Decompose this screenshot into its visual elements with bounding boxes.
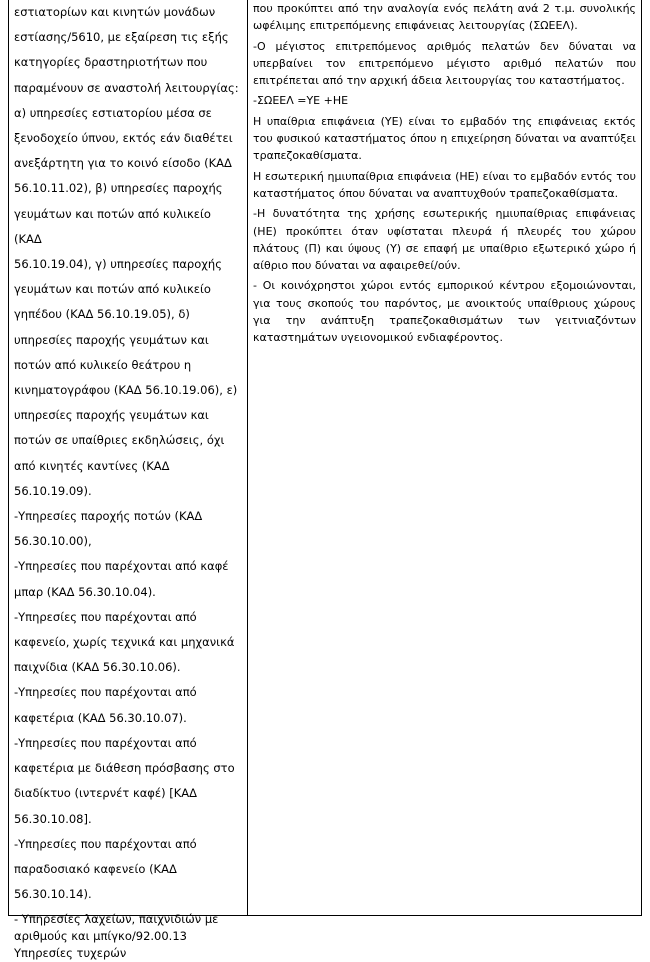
left-paragraph-cafeteria: -Υπηρεσίες που παρέχονται από καφετέρια (ΚΑΔ 56.30.10.07). <box>14 685 197 725</box>
right-paragraph-semi-outdoor-use: -Η δυνατότητα της χρήσης εσωτερικής ημιυπαίθριας επιφάνειας (ΗΕ) προκύπτει όταν υφίσταται πλευρά ή πλευρές του χώρου πλάτους (Π) και ύψους (Υ) σε επαφή με υπαίθριο εξωτερικό χώρο ή αίθριο που δύναται να αφαιρεθεί/ούν. <box>253 207 636 273</box>
right-paragraph-shopping-center: - Οι κοινόχρηστοι χώροι εντός εμπορικού κέντρου εξομοιώνονται, για τους σκοπούς του παρόντος, με ανοικτούς υπαίθριους χώρους για την ανάπτυξη τραπεζοκαθισμάτων των γειτνιαζόντων καταστημάτων υγειονομικού ενδιαφέροντος. <box>253 279 636 345</box>
left-paragraph-internet-cafe: -Υπηρεσίες που παρέχονται από καφετέρια με διάθεση πρόσβασης στο διαδίκτυο (ιντερνέτ καφέ) [ΚΑΔ 56.30.10.08]. <box>14 735 235 826</box>
right-paragraph-max-customers: -Ο μέγιστος επιτρεπόμενος αριθμός πελατών δεν δύναται να υπερβαίνει τον επιτρεπόμενο μέγιστο αριθμό πελατών που επιτρέπεται από την αρχική άδεια λειτουργίας του καταστήματος. <box>253 39 636 88</box>
right-paragraph-ratio: που προκύπτει από την αναλογία ενός πελάτη ανά 2 τ.μ. συνολικής ωφέλιμης επιτρεπόμενης επιφάνειας λειτουργίας (ΣΩΕΕΛ). <box>253 2 636 33</box>
right-paragraph-formula: -ΣΩΕΕΛ =ΥΕ +ΗΕ <box>253 94 349 108</box>
left-paragraph-kafeneio: -Υπηρεσίες που παρέχονται από καφενείο, χωρίς τεχνικά και μηχανικά παιχνίδια (ΚΑΔ 56.30.10.06). <box>14 609 235 675</box>
left-paragraph-restaurants: εστιατορίων και κινητών μονάδων εστίασης/5610, με εξαίρεση τις εξής κατηγορίες δραστηριοτήτων που παραμένουν σε αναστολή λειτουργίας: α) υπηρεσίες εστιατορίου μέσα σε ξενοδοχείο ύπνου, εκτός εάν διαθέτει ανεξάρτητη για το κοινό είσοδο (ΚΑΔ 56.10.11.02), β) υπηρεσίες παροχής γευμάτων και ποτών από κυλικείο (ΚΑΔ 56.10.19.04), γ) υπηρεσίες παροχής γευμάτων και ποτών από κυλικείο γηπέδου (ΚΑΔ 56.10.19.05), δ) υπηρεσίες παροχής γευμάτων και ποτών από κυλικείο θεάτρου η κινηματογράφου (ΚΑΔ 56.10.19.06), ε) υπηρεσίες παροχής γευμάτων και ποτών σε υπαίθριες εκδηλώσεις, όχι από κινητές καντίνες (ΚΑΔ 56.10.19.09). <box>14 5 239 498</box>
document-table <box>8 0 642 961</box>
right-paragraph-outdoor-area: Η υπαίθρια επιφάνεια (ΥΕ) είναι το εμβαδόν της επιφάνειας εκτός του φυσικού καταστήματος όπου η επιχείρηση δύναται να αναπτύξει τραπεζοκαθίσματα. <box>253 114 636 163</box>
left-paragraph-traditional-kafeneio: -Υπηρεσίες που παρέχονται από παραδοσιακό καφενείο (ΚΑΔ 56.30.10.14). <box>14 836 197 902</box>
left-paragraph-drinks: -Υπηρεσίες παροχής ποτών (ΚΑΔ 56.30.10.00), <box>14 509 203 549</box>
left-paragraph-lottery: - Υπηρεσίες λαχείων, παιχνιδιών με αριθμούς και μπίγκο/92.00.13 Υπηρεσίες τυχερών <box>14 912 219 961</box>
table-right-column <box>248 0 641 915</box>
table-left-column <box>9 0 248 961</box>
right-paragraph-semi-outdoor-area: Η εσωτερική ημιυπαίθρια επιφάνεια (ΗΕ) είναι το εμβαδόν εντός του καταστήματος όπου δύναται να αναπτυχθούν τραπεζοκαθίσματα. <box>253 169 636 200</box>
left-paragraph-cafe-bar: -Υπηρεσίες που παρέχονται από καφέ μπαρ (ΚΑΔ 56.30.10.04). <box>14 559 229 599</box>
